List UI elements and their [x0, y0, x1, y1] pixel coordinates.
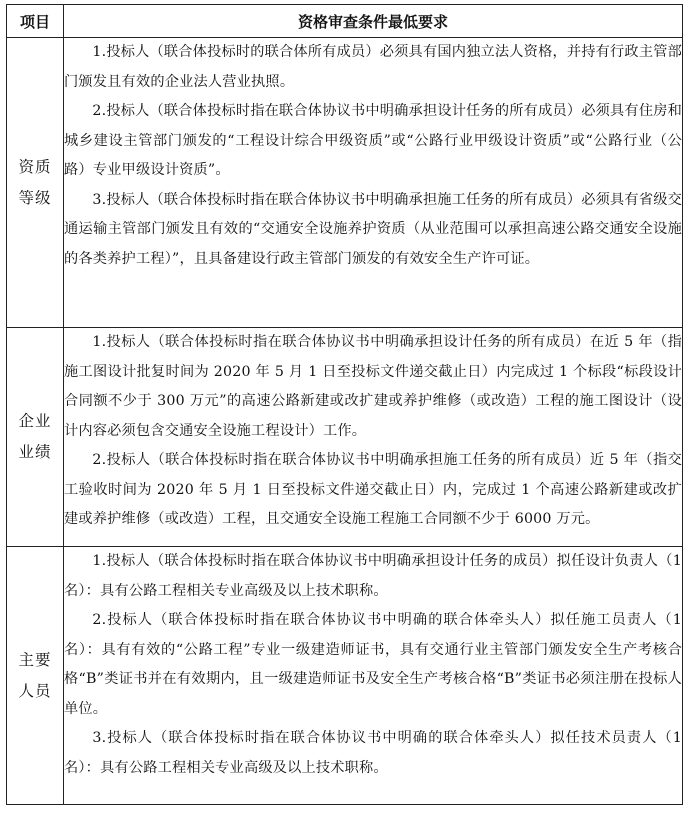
requirement-paragraph: 1.投标人（联合体投标时指在联合体协议书中明确承担设计任务的所有成员）在近 5 年（指施工图设计批复时间为 2020 年 5 月 1 日至投标文件递交截止日）内完成过 1 个标段“标段设计合同额不少于 300 万元”的高速公路新建或改扩建或养护维修（或改造）工程的施工图设计（设计内容必须包含交通安全设施工程设计）工作。 — [64, 334, 682, 439]
qualification-requirements-table — [6, 4, 683, 805]
requirement-paragraph: 2.投标人（联合体投标时指在联合体协议书中明确的联合体牵头人）拟任施工员责人（1 名）：具有有效的“公路工程”专业一级建造师证书，具有交通行业主管部门颁发安全生产考核合格“B”类证书并在有效期内，且一级建造师证书及安全生产考核合格“B”类证书必须注册在投标人单位。 — [64, 612, 682, 717]
table-row-personnel — [7, 547, 683, 805]
header-requirement: 资格审查条件最低要求 — [64, 5, 683, 38]
category-label-line1: 企业 — [18, 412, 52, 430]
requirement-paragraph: 3.投标人（联合体投标时指在联合体协议书中明确承担施工任务的所有成员）必须具有省级交通运输主管部门颁发且有效的“交通安全设施养护资质（从业范围可以承担高速公路交通安全设施的各类养护工程）”，且具备建设行政主管部门颁发的有效安全生产许可证。 — [64, 191, 682, 267]
category-performance — [7, 328, 64, 547]
requirement-paragraph: 2.投标人（联合体投标时指在联合体协议书中明确承担施工任务的所有成员）近 5 年（指交工验收时间为 2020 年 5 月 1 日至投标文件递交截止日）内，完成过 1 个高速公路新建或改扩建或养护维修（或改造）工程，且交通安全设施工程施工合同额不少于 6000 万元。 — [64, 452, 682, 527]
category-label-line1: 资质 — [18, 157, 52, 176]
requirement-cell-qualification — [64, 38, 683, 328]
header-item: 项目 — [7, 5, 64, 38]
requirement-cell-performance — [64, 328, 683, 547]
category-qualification — [7, 38, 64, 328]
table-row-qualification — [7, 38, 683, 328]
table-header-row — [7, 5, 683, 38]
requirement-paragraph: 1.投标人（联合体投标时指在联合体协议书中明确承担设计任务的成员）拟任设计负责人（1 名）：具有公路工程相关专业高级及以上技术职称。 — [64, 553, 682, 599]
category-label-line1: 主要 — [18, 650, 52, 669]
table-row-performance — [7, 328, 683, 547]
category-personnel — [7, 547, 64, 805]
requirement-paragraph: 3.投标人（联合体投标时指在联合体协议书中明确的联合体牵头人）拟任技术员责人（1 名）：具有公路工程相关专业高级及以上技术职称。 — [64, 730, 682, 776]
category-label-line2: 人员 — [18, 681, 52, 700]
requirement-paragraph: 1.投标人（联合体投标时的联合体所有成员）必须具有国内独立法人资格，并持有行政主管部门颁发且有效的企业法人营业执照。 — [64, 44, 682, 90]
requirement-cell-personnel — [64, 547, 683, 805]
requirement-paragraph: 2.投标人（联合体投标时指在联合体协议书中明确承担设计任务的所有成员）必须具有住房和城乡建设主管部门颁发的“工程设计综合甲级资质”或“公路行业甲级设计资质”或“公路行业（公路）专业甲级设计资质”。 — [64, 103, 682, 178]
category-label-line2: 业绩 — [18, 443, 52, 461]
category-label-line2: 等级 — [18, 188, 52, 207]
